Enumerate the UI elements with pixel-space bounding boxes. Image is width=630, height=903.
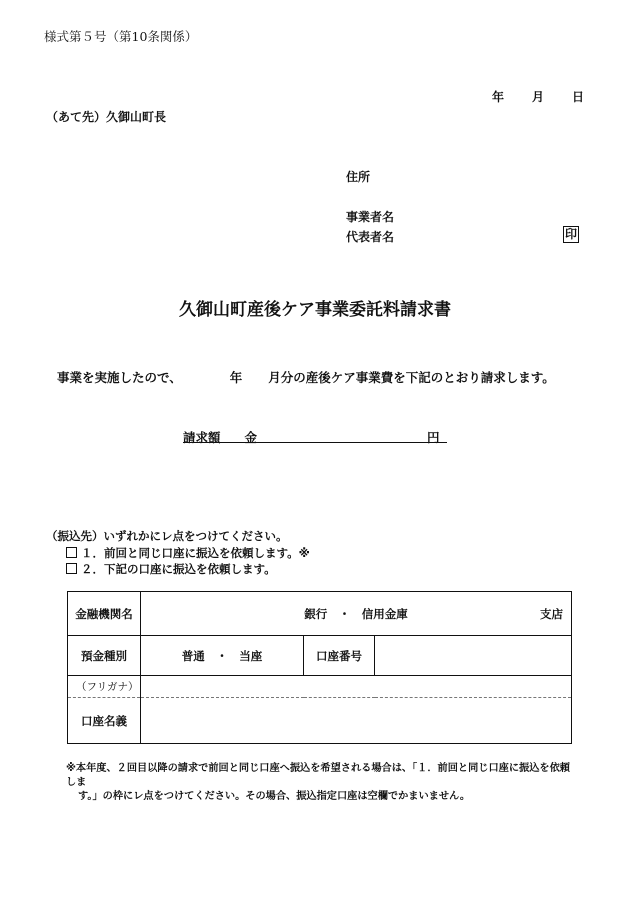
footnote-line-1: ※本年度、２回目以降の請求で前回と同じ口座へ振込を希望される場合は、「１．前回と同じ口座に振込を依頼しま [66,763,570,788]
request-text-1: 事業を実施したので、 [57,370,182,385]
document-title: 久御山町産後ケア事業委託料請求書 [179,300,451,320]
institution-label: 金融機関名 [68,592,141,636]
request-statement [57,368,555,386]
option-same-account-label: １．前回と同じ口座に振込を依頼します。※ [81,546,310,560]
account-number-field[interactable] [375,636,572,676]
business-name-label: 事業者名 [346,210,395,224]
amount-label: 請求額 [183,430,221,445]
option-new-account-label: ２．下記の口座に振込を依頼します。 [81,562,276,576]
account-number-label: 口座番号 [304,636,375,676]
form-number: 様式第５号（第10条関係） [44,29,198,44]
transfer-instruction: （振込先）いずれかにレ点をつけてください。 [46,529,288,543]
furigana-label: （フリガナ） [68,676,141,698]
checkbox-new-account[interactable] [66,563,77,574]
date-day-label: 日 [571,90,584,104]
institution-types: 銀行 ・ 信用金庫 [304,606,408,621]
deposit-type-label: 預金種別 [68,636,141,676]
checkbox-same-account[interactable] [66,547,77,558]
option-same-account [66,545,310,561]
date-row [464,88,584,105]
amount-prefix: 金 [244,430,258,445]
request-year: 年 [229,370,243,385]
bank-details-table [67,591,572,744]
addressee: （あて先）久御山町長 [46,110,167,124]
footnote [66,762,578,804]
furigana-field[interactable] [141,676,572,698]
account-holder-field[interactable] [141,698,572,744]
seal-mark: 印 [564,227,577,241]
date-month-label: 月 [531,90,544,104]
address-label: 住所 [346,170,371,184]
amount-line [183,428,440,446]
branch-label: 支店 [540,606,563,621]
option-new-account [66,561,276,577]
institution-field[interactable] [141,592,572,636]
account-holder-label: 口座名義 [68,698,141,744]
deposit-type-field[interactable]: 普通 ・ 当座 [141,636,304,676]
amount-underline [183,442,447,443]
footnote-line-2: す。」の枠にレ点をつけてください。その場合、振込指定口座は空欄でかまいません。 [78,791,471,802]
representative-label: 代表者名 [346,230,395,244]
date-year-label: 年 [491,90,504,104]
amount-unit: 円 [427,430,440,445]
request-text-2: 月分の産後ケア事業費を下記のとおり請求します。 [268,370,555,385]
